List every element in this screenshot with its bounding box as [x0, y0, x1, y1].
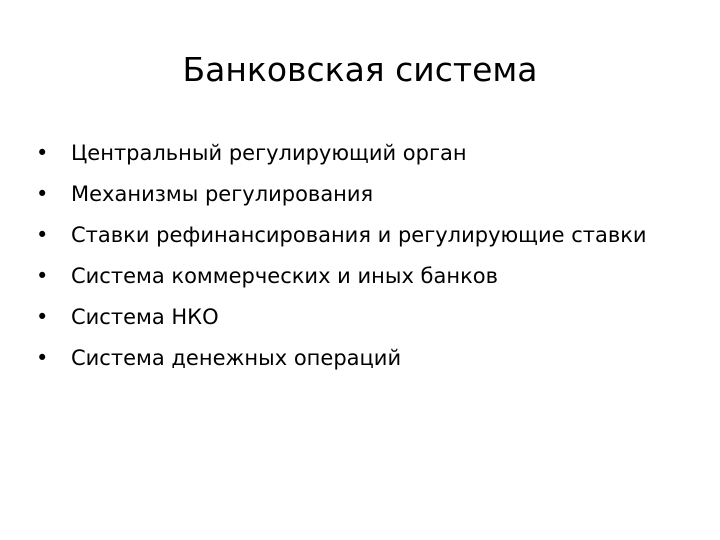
- bullet-icon: •: [36, 264, 49, 288]
- bullet-text: Механизмы регулирования: [71, 182, 374, 206]
- list-item: [36, 179, 686, 210]
- bullet-list: [36, 138, 686, 384]
- bullet-text: Система коммерческих и иных банков: [71, 264, 499, 288]
- list-item: [36, 138, 686, 169]
- bullet-text: Система НКО: [71, 305, 219, 329]
- bullet-text: Система денежных операций: [71, 346, 402, 370]
- bullet-icon: •: [36, 141, 49, 165]
- slide-title: Банковская система: [182, 50, 538, 89]
- bullet-icon: •: [36, 346, 49, 370]
- bullet-icon: •: [36, 182, 49, 206]
- bullet-text: Ставки рефинансирования и регулирующие ставки: [71, 223, 647, 247]
- list-item: [36, 302, 686, 333]
- bullet-text: Центральный регулирующий орган: [71, 141, 467, 165]
- list-item: [36, 261, 686, 292]
- list-item: [36, 220, 686, 251]
- list-item: [36, 343, 686, 374]
- bullet-icon: •: [36, 223, 49, 247]
- bullet-icon: •: [36, 305, 49, 329]
